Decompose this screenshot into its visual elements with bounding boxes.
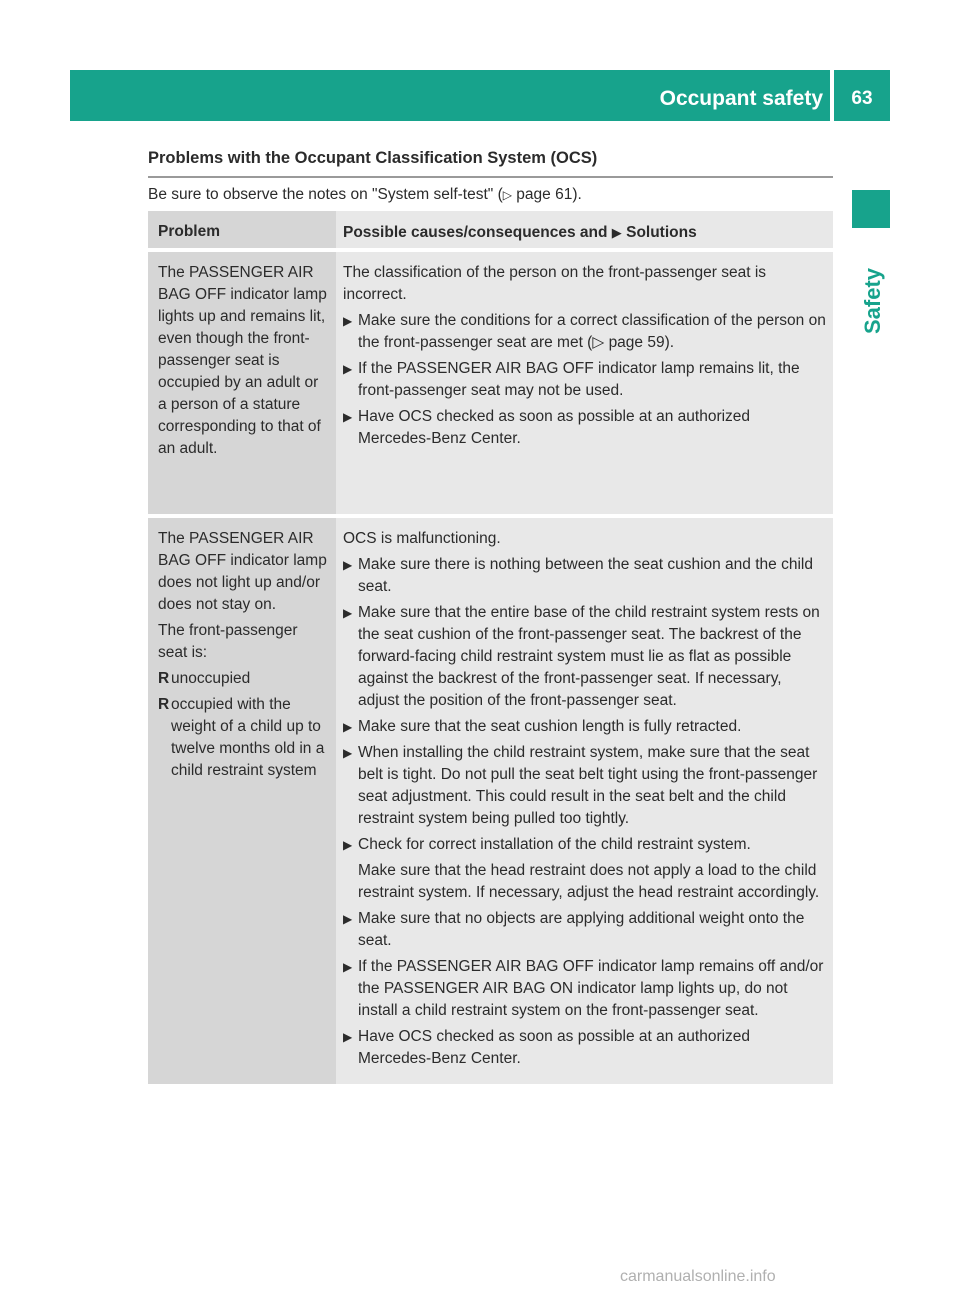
intro-before: Be sure to observe the notes on "System self-test" ( <box>148 186 503 203</box>
step-arrow-icon: ▶ <box>343 314 353 328</box>
section-rule <box>148 176 833 178</box>
step-arrow-icon: ▶ <box>343 720 353 734</box>
column-header-problem: Problem <box>148 211 336 248</box>
chapter-label: Safety <box>860 267 885 334</box>
step-arrow-icon: ▶ <box>343 558 353 572</box>
step-text: If the PASSENGER AIR BAG OFF indicator lamp remains off and/or the PASSENGER AIR BAG ON indicator lamp lights up, do not install a child restraint system on the front-passenger seat. <box>358 958 824 1019</box>
solution-step <box>343 908 827 952</box>
solution-step <box>343 602 827 712</box>
problem-cell <box>148 518 336 1084</box>
problem-text: The PASSENGER AIR BAG OFF indicator lamp lights up and remains lit, even though the front-passenger seat is occupied by an adult or a person of a stature corresponding to that of an adult. <box>158 264 327 457</box>
problem-text: The PASSENGER AIR BAG OFF indicator lamp does not light up and/or does not stay on. <box>158 530 327 613</box>
column-header-solutions-label: Possible causes/consequences and <box>343 224 612 241</box>
solution-cell <box>336 252 833 514</box>
step-text: Make sure there is nothing between the seat cushion and the child seat. <box>358 556 813 595</box>
column-header-solutions-suffix: Solutions <box>621 224 697 241</box>
intro-text <box>148 184 582 206</box>
page-section-title: Occupant safety <box>659 87 823 110</box>
step-text: Check for correct installation of the child restraint system. <box>358 836 751 853</box>
solution-step <box>343 742 827 830</box>
step-arrow-icon: ▶ <box>343 1030 353 1044</box>
step-text: Make sure that the entire base of the child restraint system rests on the seat cushion of the front-passenger seat. The backrest of the forward-facing child restraint system must lie as flat as possible against the backrest of the front-passenger seat. If necessary, adjust the position of the front-passenger seat. <box>358 604 820 709</box>
intro-after: page 61). <box>512 186 582 203</box>
step-text: Make sure that no objects are applying additional weight onto the seat. <box>358 910 805 949</box>
step-arrow-icon: ▶ <box>343 960 353 974</box>
solution-step <box>343 834 827 856</box>
step-text: Have OCS checked as soon as possible at an authorized Mercedes-Benz Center. <box>358 1028 751 1067</box>
table-row <box>148 252 833 514</box>
list-item <box>158 694 328 782</box>
step-arrow-icon: ▶ <box>343 362 353 376</box>
section-title: Problems with the Occupant Classification System (OCS) <box>148 149 598 167</box>
problem-subtext: The front-passenger seat is: <box>158 622 298 661</box>
step-arrow-icon: ▶ <box>343 838 353 852</box>
solution-cell <box>336 518 833 1084</box>
list-item-text: unoccupied <box>171 670 251 687</box>
bullet-icon: R <box>158 696 170 713</box>
step-text: If the PASSENGER AIR BAG OFF indicator lamp remains lit, the front-passenger seat may not be used. <box>358 360 800 399</box>
table-header-row <box>148 211 833 248</box>
list-item-text: occupied with the weight of a child up to twelve months old in a child restraint system <box>171 696 325 779</box>
step-arrow-icon: ▶ <box>343 606 353 620</box>
solution-step <box>343 310 827 354</box>
solution-step <box>343 956 827 1022</box>
step-arrow-icon: ▶ <box>343 746 353 760</box>
solution-step <box>343 358 827 402</box>
cause-text: OCS is malfunctioning. <box>343 530 501 547</box>
page-ref-icon: ▷ <box>502 188 512 202</box>
solution-arrow-icon: ▶ <box>611 225 622 240</box>
solution-step <box>343 406 827 450</box>
table-row <box>148 518 833 1084</box>
step-arrow-icon: ▶ <box>343 410 353 424</box>
page-number: 63 <box>851 88 873 109</box>
step-text: Have OCS checked as soon as possible at an authorized Mercedes-Benz Center. <box>358 408 751 447</box>
solution-step <box>343 716 827 738</box>
problem-cell <box>148 252 336 514</box>
list-item <box>158 668 328 690</box>
watermark[interactable]: carmanualsonline.info <box>620 1268 776 1285</box>
solution-step <box>343 1026 827 1070</box>
bullet-icon: R <box>158 670 170 687</box>
column-header-solutions <box>336 211 833 248</box>
step-arrow-icon: ▶ <box>343 912 353 926</box>
step-note: Make sure that the head restraint does not apply a load to the child restraint system. If necessary, adjust the head restraint accordingly. <box>358 862 820 901</box>
step-text: Make sure that the seat cushion length is fully retracted. <box>358 718 742 735</box>
cause-text: The classification of the person on the front-passenger seat is incorrect. <box>343 264 767 303</box>
step-text: When installing the child restraint system, make sure that the seat belt is tight. Do not pull the seat belt tight using the front-passenger seat adjustment. This could result in the seat belt and the child restraint system being pulled too tightly. <box>358 744 818 827</box>
problems-table <box>148 211 833 1084</box>
step-text: Make sure the conditions for a correct classification of the person on the front-passenger seat are met (▷ page 59). <box>358 312 826 351</box>
solution-step <box>343 554 827 598</box>
